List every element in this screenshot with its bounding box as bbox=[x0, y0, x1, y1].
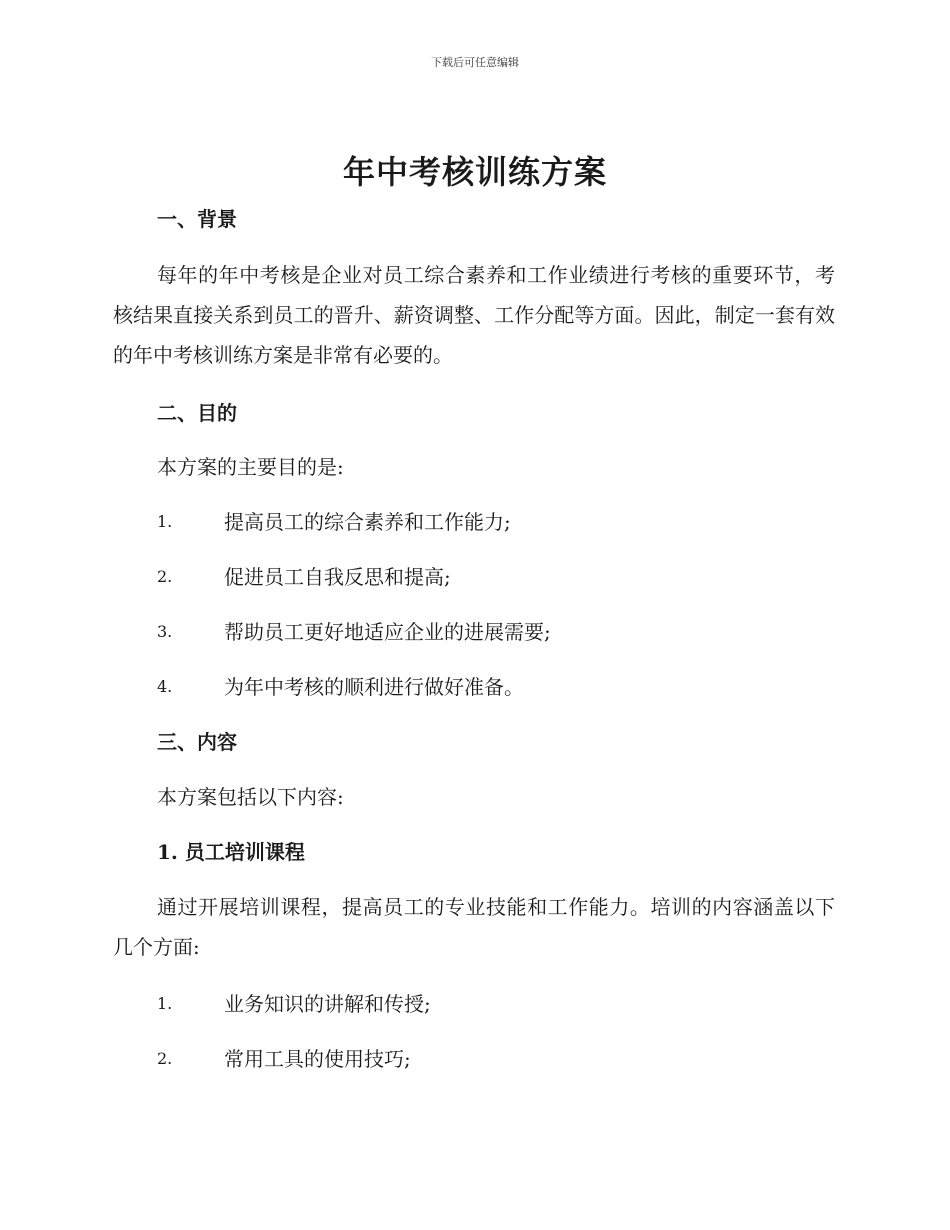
section-heading-purpose: 二、目的 bbox=[157, 401, 237, 425]
list-item-text: 为年中考核的顺利进行做好准备。 bbox=[224, 675, 524, 699]
page-header: 下载后可任意编辑 bbox=[431, 56, 519, 69]
purpose-intro: 本方案的主要目的是: bbox=[157, 455, 344, 479]
list-item-text: 提高员工的综合素养和工作能力; bbox=[224, 510, 511, 534]
section-heading-background: 一、背景 bbox=[157, 207, 237, 231]
content-intro: 本方案包括以下内容: bbox=[157, 785, 344, 809]
subsection-heading-training: 1. 员工培训课程 bbox=[157, 840, 305, 864]
list-item-number: 1. bbox=[157, 512, 173, 531]
background-paragraph: 每年的年中考核是企业对员工综合素养和工作业绩进行考核的重要环节，考核结果直接关系到员工的晋升、薪资调整、工作分配等方面。因此，制定一套有效的年中考核训练方案是非常有必要的。 bbox=[113, 263, 835, 367]
list-item-number: 2. bbox=[157, 1049, 173, 1068]
list-item-text: 业务知识的讲解和传授; bbox=[224, 992, 431, 1016]
section-heading-content: 三、内容 bbox=[157, 730, 237, 754]
list-item-text: 帮助员工更好地适应企业的进展需要; bbox=[224, 620, 551, 644]
list-item-text: 常用工具的使用技巧; bbox=[224, 1047, 411, 1071]
training-paragraph: 通过开展培训课程，提高员工的专业技能和工作能力。培训的内容涵盖以下几个方面: bbox=[113, 895, 835, 959]
list-item-number: 4. bbox=[157, 677, 173, 696]
list-item-number: 2. bbox=[157, 567, 173, 586]
list-item-number: 3. bbox=[157, 622, 173, 641]
list-item-number: 1. bbox=[157, 994, 173, 1013]
document-title: 年中考核训练方案 bbox=[342, 153, 607, 191]
list-item-text: 促进员工自我反思和提高; bbox=[224, 565, 451, 589]
